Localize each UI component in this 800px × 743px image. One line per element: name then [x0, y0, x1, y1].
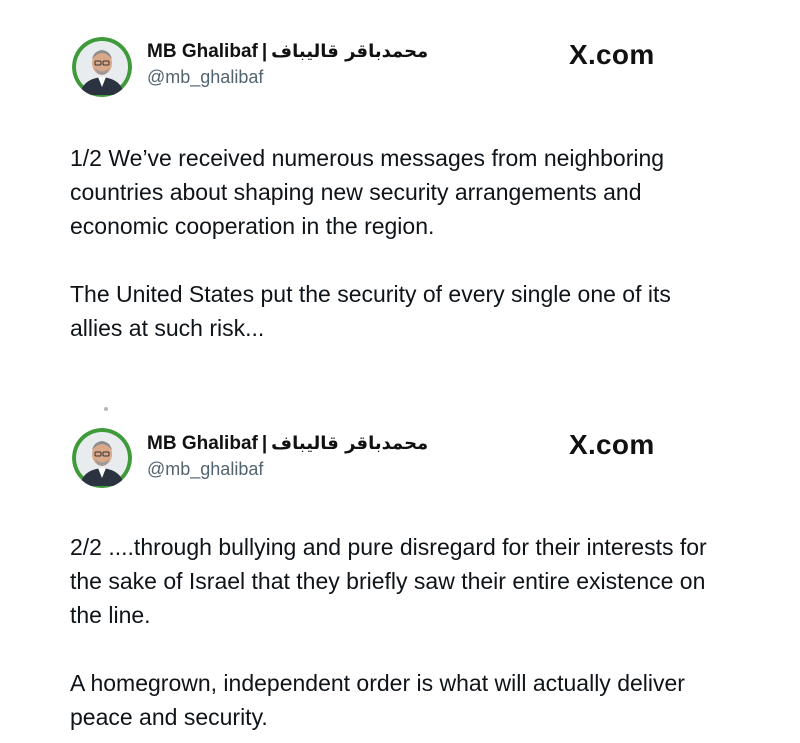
name-separator: |	[261, 41, 268, 62]
tweet-paragraph: 1/2 We’ve received numerous messages from neighboring countries about shaping new security arrangements and economic cooperation in the region.	[70, 145, 665, 239]
name-separator: |	[261, 433, 268, 454]
tweet-paragraph: A homegrown, independent order is what will actually deliver peace and security.	[70, 670, 685, 730]
tweet-text	[70, 141, 710, 345]
tweet-paragraph: 2/2 ....through bullying and pure disregard for their interests for the sake of Israel that they briefly saw their entire existence on the line.	[70, 534, 707, 628]
x-com-logo-text: X.com	[569, 429, 655, 460]
display-name[interactable]	[147, 40, 428, 64]
divider-dot	[104, 407, 108, 411]
author-header	[147, 432, 428, 480]
author-header	[147, 40, 428, 88]
x-com-logo-text: X.com	[569, 39, 655, 70]
display-name[interactable]	[147, 432, 428, 456]
display-name-en: MB Ghalibaf	[147, 41, 258, 62]
user-handle[interactable]: @mb_ghalibaf	[147, 67, 264, 87]
display-name-fa: محمدباقر قالیباف	[271, 433, 429, 454]
tweet-card-2	[0, 392, 800, 743]
avatar[interactable]	[72, 37, 132, 97]
display-name-fa: محمدباقر قالیباف	[271, 41, 429, 62]
tweet-paragraph: The United States put the security of every single one of its allies at such risk...	[70, 281, 671, 341]
user-handle[interactable]: @mb_ghalibaf	[147, 459, 264, 479]
display-name-en: MB Ghalibaf	[147, 433, 258, 454]
tweet-text	[70, 530, 710, 734]
avatar[interactable]	[72, 428, 132, 488]
